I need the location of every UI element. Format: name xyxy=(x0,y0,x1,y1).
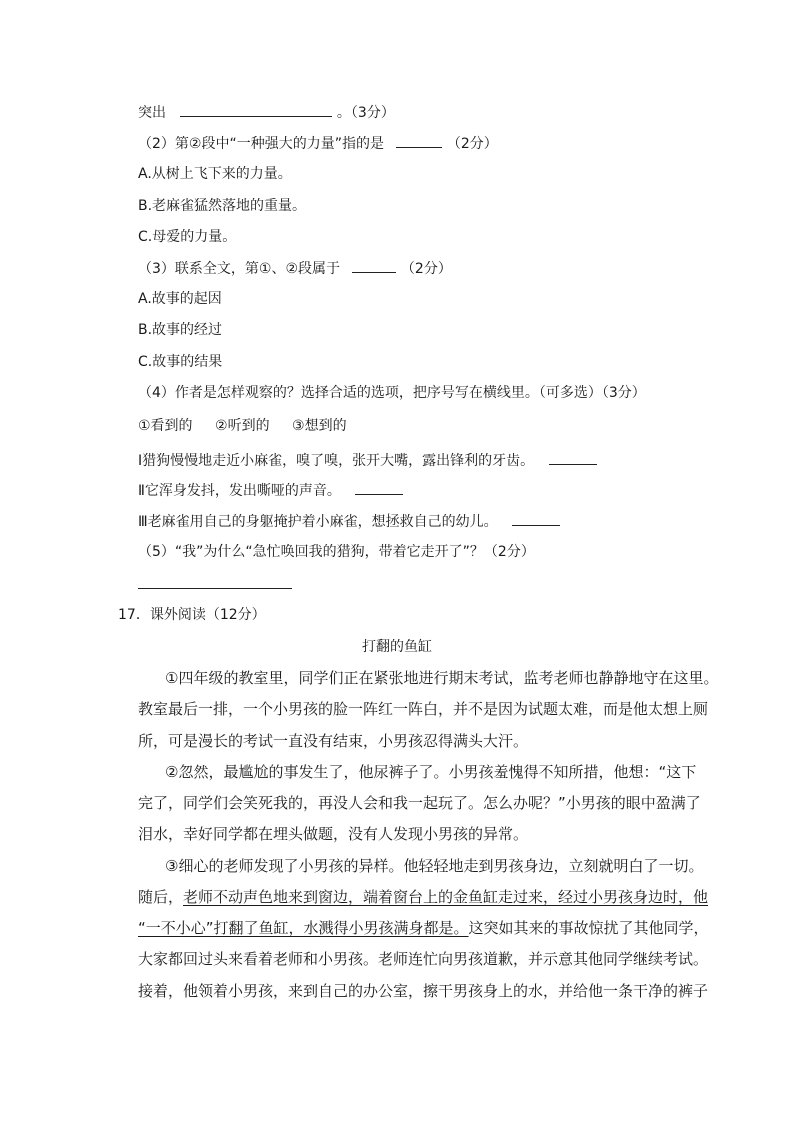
p3-line-5: 接着，他领着小男孩，来到自己的办公室，擦干男孩身上的水，并给他一条干净的裤子 xyxy=(138,982,709,1000)
p3-line-4: 大家都回过头来看着老师和小男孩。老师连忙向男孩道歉，并示意其他同学继续考试。 xyxy=(138,950,709,968)
choice-heard: ②听到的 xyxy=(215,418,270,434)
q16-sub2-option-a: A.从树上飞下来的力量。 xyxy=(138,166,292,182)
q16-sub4-item-1: Ⅰ猎狗慢慢地走近小麻雀，嗅了嗅，张开大嘴，露出锋利的牙齿。 xyxy=(138,453,535,469)
q16-sub4-item-1-line xyxy=(138,450,597,471)
q16-sub3-option-b: B.故事的经过 xyxy=(138,322,223,338)
p2-line-3: 泪水，幸好同学都在埋头做题，没有人发现小男孩的异常。 xyxy=(138,825,529,843)
q16-sub5-prompt: （5）“我”为什么“急忙唤回我的猎狗，带着它走开了”？（2分） xyxy=(138,544,535,560)
answer-blank-sub1[interactable] xyxy=(180,102,332,117)
p3-line-2 xyxy=(138,887,708,907)
answer-blank-sub3[interactable] xyxy=(352,258,396,273)
q16-sub2-score: （2分） xyxy=(446,136,498,152)
q16-sub2-prompt: （2）第②段中“一种强大的力量”指的是 xyxy=(138,136,384,152)
p1-line-3: 所，可是漫长的考试一直没有结束，小男孩忍得满头大汗。 xyxy=(138,732,529,750)
q16-sub4-item-3-line xyxy=(138,511,560,532)
q16-sub4-item-2: Ⅱ它浑身发抖，发出嘶哑的声音。 xyxy=(138,483,341,499)
answer-blank-item-1[interactable] xyxy=(549,450,597,465)
answer-blank-sub2[interactable] xyxy=(396,133,442,148)
p3-line-3 xyxy=(138,918,709,938)
p3-line-2-plain: 随后， xyxy=(138,888,184,906)
answer-blank-item-3[interactable] xyxy=(512,511,560,526)
q16-sub1-score: 。（3分） xyxy=(336,105,395,121)
q16-sub2-option-b: B.老麻雀猛然落地的重量。 xyxy=(138,198,307,214)
p2-line-1: ②忽然，最尴尬的事发生了，他尿裤子了。小男孩羞愧得不知所措，他想：“这下 xyxy=(165,763,697,781)
q16-sub4-item-2-line xyxy=(138,480,403,501)
p1-line-2: 教室最后一排，一个小男孩的脸一阵红一阵白，并不是因为试题太难，而是他太想上厕 xyxy=(138,700,709,718)
answer-blank-sub5[interactable] xyxy=(138,574,292,589)
p3-line-3-plain: 这突如其来的事故惊扰了其他同学， xyxy=(468,919,709,937)
q16-sub5-answer-line xyxy=(138,574,292,595)
q16-sub4-item-3: Ⅲ老麻雀用自己的身躯掩护着小麻雀，想拯救自己的幼儿。 xyxy=(138,514,498,530)
answer-blank-item-2[interactable] xyxy=(355,480,403,495)
q16-sub2-prompt-line xyxy=(138,133,498,154)
p2-line-2: 完了，同学们会笑死我的，再没人会和我一起玩了。怎么办呢？”小男孩的眼中盈满了 xyxy=(138,794,701,812)
passage-title: 打翻的鱼缸 xyxy=(362,639,432,655)
q16-sub4-prompt: （4）作者是怎样观察的？选择合适的选项，把序号写在横线里。（可多选）（3分） xyxy=(138,385,646,401)
p3-line-2-underlined: 老师不动声色地来到窗边，端着窗台上的金鱼缸走过来，经过小男孩身边时，他 xyxy=(183,888,709,906)
q16-sub3-option-c: C.故事的结果 xyxy=(138,354,223,370)
choice-seen: ①看到的 xyxy=(138,418,193,434)
p3-line-1: ③细心的老师发现了小男孩的异样。他轻轻地走到男孩身边，立刻就明白了一切。 xyxy=(165,857,704,875)
q16-sub3-score: （2分） xyxy=(400,261,452,277)
q17-heading: 17．课外阅读（12分） xyxy=(118,607,266,623)
p3-line-3-underlined: “一不小心”打翻了鱼缸，水溅得小男孩满身都是。 xyxy=(138,919,469,937)
q16-sub1-prefix: 突出 xyxy=(138,105,166,121)
q16-sub2-option-c: C.母爱的力量。 xyxy=(138,229,237,245)
q16-sub4-choices xyxy=(138,416,347,436)
choice-thought: ③想到的 xyxy=(292,418,347,434)
q16-sub3-prompt: （3）联系全文，第①、②段属于 xyxy=(138,261,341,277)
q16-sub3-option-a: A.故事的起因 xyxy=(138,291,222,307)
q16-sub1-tail xyxy=(138,102,395,123)
q16-sub3-prompt-line xyxy=(138,258,452,279)
p1-line-1: ①四年级的教室里，同学们正在紧张地进行期末考试，监考老师也静静地守在这里。 xyxy=(165,669,719,687)
